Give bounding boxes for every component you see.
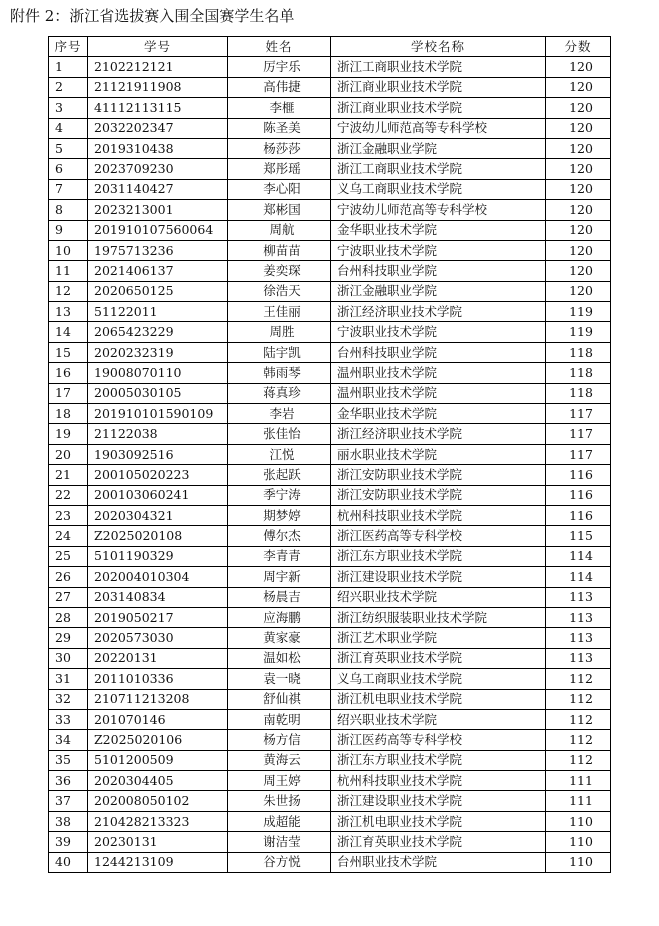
row-name: 期梦婷 bbox=[228, 505, 331, 525]
table-row bbox=[49, 220, 611, 240]
row-score: 120 bbox=[546, 200, 611, 220]
header-seq: 序号 bbox=[49, 37, 88, 57]
row-score: 120 bbox=[546, 179, 611, 199]
row-school: 浙江机电职业技术学院 bbox=[331, 811, 546, 831]
row-name: 杨晨吉 bbox=[228, 587, 331, 607]
row-seq: 17 bbox=[49, 383, 88, 403]
row-school: 金华职业技术学院 bbox=[331, 404, 546, 424]
table-row bbox=[49, 383, 611, 403]
table-row bbox=[49, 689, 611, 709]
row-student-id: 2032202347 bbox=[88, 118, 228, 138]
row-school: 浙江东方职业技术学院 bbox=[331, 546, 546, 566]
row-school: 温州职业技术学院 bbox=[331, 363, 546, 383]
table-row bbox=[49, 57, 611, 77]
row-school: 浙江安防职业技术学院 bbox=[331, 485, 546, 505]
table-row bbox=[49, 505, 611, 525]
row-score: 120 bbox=[546, 138, 611, 158]
row-name: 厉宇乐 bbox=[228, 57, 331, 77]
table-row bbox=[49, 200, 611, 220]
row-seq: 28 bbox=[49, 607, 88, 627]
row-school: 宁波职业技术学院 bbox=[331, 240, 546, 260]
row-name: 袁一晓 bbox=[228, 669, 331, 689]
row-school: 浙江建设职业技术学院 bbox=[331, 567, 546, 587]
row-seq: 40 bbox=[49, 852, 88, 872]
row-name: 应海鹏 bbox=[228, 607, 331, 627]
row-score: 110 bbox=[546, 832, 611, 852]
row-score: 117 bbox=[546, 404, 611, 424]
row-score: 116 bbox=[546, 505, 611, 525]
row-seq: 12 bbox=[49, 281, 88, 301]
row-school: 浙江医药高等专科学校 bbox=[331, 526, 546, 546]
row-name: 徐浩天 bbox=[228, 281, 331, 301]
row-score: 112 bbox=[546, 709, 611, 729]
row-seq: 20 bbox=[49, 444, 88, 464]
row-school: 浙江艺术职业学院 bbox=[331, 628, 546, 648]
row-name: 杨方信 bbox=[228, 730, 331, 750]
row-score: 114 bbox=[546, 567, 611, 587]
row-school: 浙江商业职业技术学院 bbox=[331, 98, 546, 118]
row-name: 柳苗苗 bbox=[228, 240, 331, 260]
row-school: 浙江商业职业技术学院 bbox=[331, 77, 546, 97]
row-school: 丽水职业技术学院 bbox=[331, 444, 546, 464]
table-row bbox=[49, 444, 611, 464]
row-score: 115 bbox=[546, 526, 611, 546]
row-score: 118 bbox=[546, 363, 611, 383]
row-school: 浙江工商职业技术学院 bbox=[331, 159, 546, 179]
row-student-id: 1975713236 bbox=[88, 240, 228, 260]
row-seq: 9 bbox=[49, 220, 88, 240]
row-seq: 29 bbox=[49, 628, 88, 648]
row-score: 111 bbox=[546, 791, 611, 811]
row-seq: 13 bbox=[49, 302, 88, 322]
row-seq: 37 bbox=[49, 791, 88, 811]
row-score: 119 bbox=[546, 322, 611, 342]
row-seq: 3 bbox=[49, 98, 88, 118]
row-school: 杭州科技职业技术学院 bbox=[331, 505, 546, 525]
row-school: 杭州科技职业技术学院 bbox=[331, 771, 546, 791]
row-seq: 19 bbox=[49, 424, 88, 444]
row-student-id: 201070146 bbox=[88, 709, 228, 729]
row-score: 112 bbox=[546, 689, 611, 709]
row-student-id: 2023213001 bbox=[88, 200, 228, 220]
row-student-id: 2019310438 bbox=[88, 138, 228, 158]
row-seq: 15 bbox=[49, 342, 88, 362]
row-seq: 6 bbox=[49, 159, 88, 179]
row-name: 黄家豪 bbox=[228, 628, 331, 648]
row-seq: 38 bbox=[49, 811, 88, 831]
row-score: 113 bbox=[546, 648, 611, 668]
row-name: 郑彬国 bbox=[228, 200, 331, 220]
table-row bbox=[49, 281, 611, 301]
row-student-id: 2031140427 bbox=[88, 179, 228, 199]
row-student-id: 1244213109 bbox=[88, 852, 228, 872]
table-row bbox=[49, 587, 611, 607]
row-student-id: 2020573030 bbox=[88, 628, 228, 648]
row-name: 李榧 bbox=[228, 98, 331, 118]
row-school: 浙江育英职业技术学院 bbox=[331, 648, 546, 668]
table-row bbox=[49, 750, 611, 770]
row-seq: 26 bbox=[49, 567, 88, 587]
row-seq: 32 bbox=[49, 689, 88, 709]
row-score: 112 bbox=[546, 750, 611, 770]
row-name: 陈圣美 bbox=[228, 118, 331, 138]
row-student-id: 20220131 bbox=[88, 648, 228, 668]
row-score: 120 bbox=[546, 220, 611, 240]
row-seq: 39 bbox=[49, 832, 88, 852]
row-student-id: 2019050217 bbox=[88, 607, 228, 627]
row-student-id: 210428213323 bbox=[88, 811, 228, 831]
row-score: 111 bbox=[546, 771, 611, 791]
row-school: 台州职业技术学院 bbox=[331, 852, 546, 872]
row-score: 118 bbox=[546, 383, 611, 403]
header-score: 分数 bbox=[546, 37, 611, 57]
row-seq: 35 bbox=[49, 750, 88, 770]
row-seq: 2 bbox=[49, 77, 88, 97]
row-name: 韩雨琴 bbox=[228, 363, 331, 383]
row-name: 季宁涛 bbox=[228, 485, 331, 505]
table-row bbox=[49, 342, 611, 362]
row-score: 120 bbox=[546, 118, 611, 138]
row-score: 116 bbox=[546, 485, 611, 505]
row-score: 120 bbox=[546, 159, 611, 179]
row-name: 朱世扬 bbox=[228, 791, 331, 811]
row-student-id: 21122038 bbox=[88, 424, 228, 444]
row-student-id: 2102212121 bbox=[88, 57, 228, 77]
row-student-id: 51122011 bbox=[88, 302, 228, 322]
row-school: 绍兴职业技术学院 bbox=[331, 709, 546, 729]
table-body bbox=[49, 57, 611, 873]
table-row bbox=[49, 179, 611, 199]
table-row bbox=[49, 465, 611, 485]
table-row bbox=[49, 404, 611, 424]
row-name: 王佳丽 bbox=[228, 302, 331, 322]
row-student-id: 200105020223 bbox=[88, 465, 228, 485]
row-seq: 21 bbox=[49, 465, 88, 485]
row-school: 浙江东方职业技术学院 bbox=[331, 750, 546, 770]
row-student-id: 20230131 bbox=[88, 832, 228, 852]
row-student-id: Z2025020106 bbox=[88, 730, 228, 750]
row-student-id: 200103060241 bbox=[88, 485, 228, 505]
row-name: 黄海云 bbox=[228, 750, 331, 770]
row-name: 成超能 bbox=[228, 811, 331, 831]
row-name: 李岩 bbox=[228, 404, 331, 424]
row-seq: 25 bbox=[49, 546, 88, 566]
header-school: 学校名称 bbox=[331, 37, 546, 57]
row-name: 谷方悦 bbox=[228, 852, 331, 872]
row-seq: 30 bbox=[49, 648, 88, 668]
row-seq: 5 bbox=[49, 138, 88, 158]
row-student-id: 201910107560064 bbox=[88, 220, 228, 240]
row-school: 浙江育英职业技术学院 bbox=[331, 832, 546, 852]
row-score: 120 bbox=[546, 57, 611, 77]
row-school: 浙江医药高等专科学校 bbox=[331, 730, 546, 750]
row-seq: 10 bbox=[49, 240, 88, 260]
table-row bbox=[49, 811, 611, 831]
row-student-id: 1903092516 bbox=[88, 444, 228, 464]
table-row bbox=[49, 669, 611, 689]
row-name: 杨莎莎 bbox=[228, 138, 331, 158]
table-row bbox=[49, 607, 611, 627]
row-seq: 27 bbox=[49, 587, 88, 607]
table-row bbox=[49, 118, 611, 138]
table-row bbox=[49, 709, 611, 729]
row-school: 台州科技职业学院 bbox=[331, 261, 546, 281]
row-student-id: 210711213208 bbox=[88, 689, 228, 709]
row-school: 金华职业技术学院 bbox=[331, 220, 546, 240]
table-row bbox=[49, 832, 611, 852]
row-seq: 22 bbox=[49, 485, 88, 505]
row-school: 宁波幼儿师范高等专科学校 bbox=[331, 118, 546, 138]
row-score: 119 bbox=[546, 302, 611, 322]
row-school: 浙江纺织服装职业技术学院 bbox=[331, 607, 546, 627]
row-seq: 1 bbox=[49, 57, 88, 77]
row-name: 周王婷 bbox=[228, 771, 331, 791]
table-row bbox=[49, 730, 611, 750]
row-school: 浙江经济职业技术学院 bbox=[331, 424, 546, 444]
row-seq: 31 bbox=[49, 669, 88, 689]
row-student-id: 2020232319 bbox=[88, 342, 228, 362]
row-student-id: 2020650125 bbox=[88, 281, 228, 301]
row-name: 周胜 bbox=[228, 322, 331, 342]
row-score: 113 bbox=[546, 587, 611, 607]
row-seq: 23 bbox=[49, 505, 88, 525]
row-seq: 8 bbox=[49, 200, 88, 220]
row-seq: 24 bbox=[49, 526, 88, 546]
row-name: 张起跃 bbox=[228, 465, 331, 485]
table-row bbox=[49, 648, 611, 668]
table-row bbox=[49, 98, 611, 118]
table-row bbox=[49, 424, 611, 444]
row-score: 110 bbox=[546, 852, 611, 872]
row-student-id: 5101200509 bbox=[88, 750, 228, 770]
table-row bbox=[49, 261, 611, 281]
table-row bbox=[49, 240, 611, 260]
header-name: 姓名 bbox=[228, 37, 331, 57]
row-school: 浙江安防职业技术学院 bbox=[331, 465, 546, 485]
row-student-id: 2020304405 bbox=[88, 771, 228, 791]
row-seq: 7 bbox=[49, 179, 88, 199]
row-name: 周航 bbox=[228, 220, 331, 240]
row-student-id: 201910101590109 bbox=[88, 404, 228, 424]
row-score: 120 bbox=[546, 240, 611, 260]
table-row bbox=[49, 322, 611, 342]
row-score: 120 bbox=[546, 77, 611, 97]
row-score: 113 bbox=[546, 607, 611, 627]
row-school: 浙江金融职业学院 bbox=[331, 138, 546, 158]
table-row bbox=[49, 628, 611, 648]
header-student-id: 学号 bbox=[88, 37, 228, 57]
row-name: 高伟捷 bbox=[228, 77, 331, 97]
row-score: 114 bbox=[546, 546, 611, 566]
row-student-id: 2011010336 bbox=[88, 669, 228, 689]
table-row bbox=[49, 852, 611, 872]
row-score: 113 bbox=[546, 628, 611, 648]
table-row bbox=[49, 77, 611, 97]
row-school: 台州科技职业学院 bbox=[331, 342, 546, 362]
row-school: 宁波职业技术学院 bbox=[331, 322, 546, 342]
row-name: 蒋真珍 bbox=[228, 383, 331, 403]
row-school: 浙江工商职业技术学院 bbox=[331, 57, 546, 77]
row-student-id: 2023709230 bbox=[88, 159, 228, 179]
row-name: 南乾明 bbox=[228, 709, 331, 729]
row-score: 112 bbox=[546, 669, 611, 689]
row-name: 李青青 bbox=[228, 546, 331, 566]
row-school: 义乌工商职业技术学院 bbox=[331, 669, 546, 689]
row-student-id: Z2025020108 bbox=[88, 526, 228, 546]
table-row bbox=[49, 791, 611, 811]
student-list-table bbox=[48, 36, 611, 873]
row-school: 浙江建设职业技术学院 bbox=[331, 791, 546, 811]
row-seq: 14 bbox=[49, 322, 88, 342]
row-name: 郑彤瑶 bbox=[228, 159, 331, 179]
row-score: 120 bbox=[546, 98, 611, 118]
row-student-id: 5101190329 bbox=[88, 546, 228, 566]
row-seq: 16 bbox=[49, 363, 88, 383]
row-score: 112 bbox=[546, 730, 611, 750]
row-score: 117 bbox=[546, 424, 611, 444]
row-name: 李心阳 bbox=[228, 179, 331, 199]
row-seq: 33 bbox=[49, 709, 88, 729]
row-student-id: 2021406137 bbox=[88, 261, 228, 281]
row-student-id: 20005030105 bbox=[88, 383, 228, 403]
row-name: 张佳怡 bbox=[228, 424, 331, 444]
table-header-row bbox=[49, 37, 611, 57]
row-school: 绍兴职业技术学院 bbox=[331, 587, 546, 607]
table-row bbox=[49, 546, 611, 566]
table-row bbox=[49, 485, 611, 505]
table-row bbox=[49, 567, 611, 587]
table-row bbox=[49, 138, 611, 158]
row-seq: 4 bbox=[49, 118, 88, 138]
row-name: 舒仙祺 bbox=[228, 689, 331, 709]
table-row bbox=[49, 159, 611, 179]
row-name: 傅尔杰 bbox=[228, 526, 331, 546]
row-score: 117 bbox=[546, 444, 611, 464]
row-seq: 34 bbox=[49, 730, 88, 750]
row-seq: 36 bbox=[49, 771, 88, 791]
row-score: 120 bbox=[546, 261, 611, 281]
row-school: 宁波幼儿师范高等专科学校 bbox=[331, 200, 546, 220]
row-student-id: 21121911908 bbox=[88, 77, 228, 97]
row-seq: 18 bbox=[49, 404, 88, 424]
row-student-id: 202004010304 bbox=[88, 567, 228, 587]
row-name: 江悦 bbox=[228, 444, 331, 464]
row-student-id: 2065423229 bbox=[88, 322, 228, 342]
row-name: 陆宇凯 bbox=[228, 342, 331, 362]
table-row bbox=[49, 363, 611, 383]
row-name: 周宇新 bbox=[228, 567, 331, 587]
table-row bbox=[49, 526, 611, 546]
row-student-id: 203140834 bbox=[88, 587, 228, 607]
row-score: 120 bbox=[546, 281, 611, 301]
row-name: 姜奕琛 bbox=[228, 261, 331, 281]
row-score: 110 bbox=[546, 811, 611, 831]
document-title: 附件 2：浙江省选拔赛入围全国赛学生名单 bbox=[10, 7, 295, 25]
table-row bbox=[49, 771, 611, 791]
row-student-id: 19008070110 bbox=[88, 363, 228, 383]
row-school: 浙江机电职业技术学院 bbox=[331, 689, 546, 709]
row-school: 浙江经济职业技术学院 bbox=[331, 302, 546, 322]
row-score: 116 bbox=[546, 465, 611, 485]
table-row bbox=[49, 302, 611, 322]
row-name: 温如松 bbox=[228, 648, 331, 668]
row-seq: 11 bbox=[49, 261, 88, 281]
row-score: 118 bbox=[546, 342, 611, 362]
row-student-id: 41112113115 bbox=[88, 98, 228, 118]
row-name: 谢洁莹 bbox=[228, 832, 331, 852]
row-school: 温州职业技术学院 bbox=[331, 383, 546, 403]
row-school: 浙江金融职业学院 bbox=[331, 281, 546, 301]
row-student-id: 2020304321 bbox=[88, 505, 228, 525]
row-student-id: 202008050102 bbox=[88, 791, 228, 811]
row-school: 义乌工商职业技术学院 bbox=[331, 179, 546, 199]
